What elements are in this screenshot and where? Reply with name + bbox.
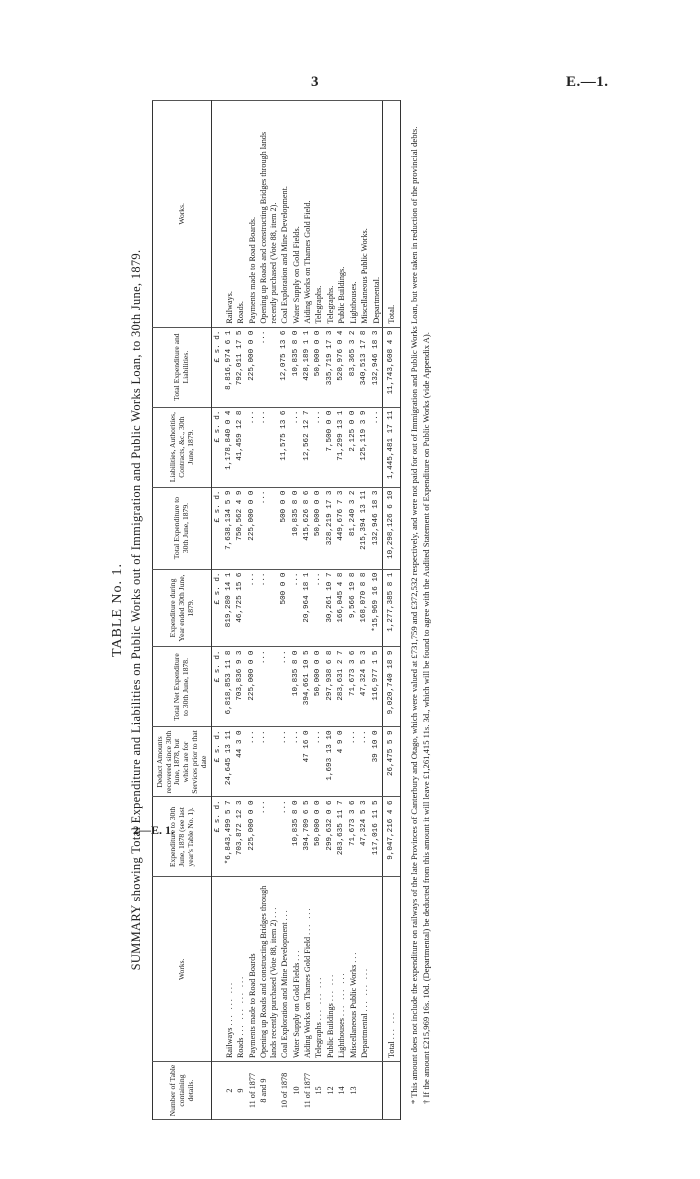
row-net-1878: 394,661 10 5 (302, 647, 313, 727)
row-ref (371, 1062, 383, 1120)
units-cell: £ s. d. (212, 407, 224, 487)
row-work-label: Railways (225, 1027, 235, 1059)
row-exp-year: 20,964 18 1 (302, 569, 313, 647)
row-work (348, 877, 359, 1062)
row-work-label: Water Supply on Gold Fields (291, 962, 301, 1059)
table-row (291, 101, 302, 1120)
row-total-exp-liab: 792,011 17 5 (235, 327, 246, 407)
row-total-1879: 415,626 8 6 (302, 487, 313, 569)
header-total-1879: Total Expenditure to 30th June, 1879. (153, 487, 212, 569)
row-work-right: Opening up Roads and constructing Bridges through lands recently purchased (Vote 88, item 2). (258, 101, 279, 328)
row-exp-1878: 10,835 8 0 (291, 797, 302, 877)
row-work-label: Opening up Roads and constructing Bridges through lands recently purchased (Vote 88, item 2) (259, 885, 278, 1059)
row-exp-1878: 394,709 6 5 (302, 797, 313, 877)
row-total-exp-liab: ... (258, 327, 279, 407)
row-liabilities: ... (313, 407, 324, 487)
table-body (212, 101, 383, 1120)
row-net-1878: ... (258, 647, 279, 727)
row-total-exp-liab: 428,189 1 1 (302, 327, 313, 407)
printer-signature: 2—E. 1. (133, 823, 175, 837)
row-net-1878: 47,324 5 3 (359, 647, 370, 727)
row-total-exp-liab: 50,000 0 0 (313, 327, 324, 407)
row-liabilities: 11,575 13 6 (279, 407, 290, 487)
row-deduct: ... (279, 727, 290, 797)
row-exp-year: ... (247, 569, 258, 647)
table-row (247, 101, 258, 1120)
row-total-1879: 328,219 17 3 (325, 487, 336, 569)
table-row (224, 101, 235, 1120)
row-ref: 10 of 1878 (279, 1062, 290, 1120)
total-label-right: Total. (382, 101, 400, 328)
row-liabilities: 125,119 3 9 (359, 407, 370, 487)
row-total-1879: ... (258, 487, 279, 569)
row-total-exp-liab: 10,835 8 0 (291, 327, 302, 407)
total-net-1878: 9,020,740 18 9 (382, 647, 400, 727)
table-row (359, 101, 370, 1120)
row-deduct: 24,645 13 11 (224, 727, 235, 797)
row-total-exp-liab: 132,946 18 3 (371, 327, 383, 407)
row-deduct: ... (359, 727, 370, 797)
row-total-1879: 50,000 0 0 (313, 487, 324, 569)
row-liabilities: 12,562 12 7 (302, 407, 313, 487)
row-deduct: 4 9 0 (336, 727, 347, 797)
row-work (336, 877, 347, 1062)
row-deduct: ... (313, 727, 324, 797)
row-work-right: Miscellaneous Public Works. (359, 101, 370, 328)
row-net-1878: 50,000 0 0 (313, 647, 324, 727)
header-ref: Number of Table containing details. (153, 1062, 212, 1120)
row-work-label: Coal Exploration and Mine Development (280, 922, 290, 1059)
units-cell: £ s. d. (212, 797, 224, 877)
row-net-1878: 297,938 6 8 (325, 647, 336, 727)
row-exp-year: 500 0 0 (279, 569, 290, 647)
row-work-right: Telegraphs. (325, 101, 336, 328)
row-liabilities: 1,178,840 0 4 (224, 407, 235, 487)
row-total-exp-liab: 335,719 17 3 (325, 327, 336, 407)
units-cell: £ s. d. (212, 487, 224, 569)
document-reference: E.—1. (566, 74, 609, 90)
table-row (258, 101, 279, 1120)
row-work-fill: ... (291, 948, 301, 961)
header-exp-year: Expenditure during Year ended 30th June, 1879. (153, 569, 212, 647)
row-deduct: ... (348, 727, 359, 797)
row-work-label: Telegraphs (314, 1022, 324, 1059)
total-1879: 10,298,126 6 10 (382, 487, 400, 569)
row-work (313, 877, 324, 1062)
row-work (371, 877, 383, 1062)
table-row (302, 101, 313, 1120)
footnotes (409, 100, 431, 1120)
row-exp-1878: 283,635 11 7 (336, 797, 347, 877)
row-work-right: Aiding Works on Thames Gold Field. (302, 101, 313, 328)
row-ref: 2 (224, 1062, 235, 1120)
total-exp-year: 1,277,385 8 1 (382, 569, 400, 647)
row-work (258, 877, 279, 1062)
row-exp-year: 9,566 19 8 (348, 569, 359, 647)
row-exp-1878: 299,632 0 6 (325, 797, 336, 877)
row-work-fill: ... ... ... (314, 975, 324, 1021)
row-work-right: Water Supply on Gold Fields. (291, 101, 302, 328)
row-work-label: Roads (236, 1037, 246, 1059)
row-liabilities: ... (371, 407, 383, 487)
row-total-exp-liab: 12,075 13 6 (279, 327, 290, 407)
row-liabilities: 71,299 13 1 (336, 407, 347, 487)
row-total-1879: 132,946 18 3 (371, 487, 383, 569)
row-work-label: Payments made to Road Boards (247, 953, 257, 1059)
header-total-exp-liab: Total Expenditure and Liabilities. (153, 327, 212, 407)
row-work (302, 877, 313, 1062)
row-liabilities: 2,125 0 0 (348, 407, 359, 487)
row-work-fill: ... (280, 908, 290, 921)
row-total-exp-liab: 83,365 3 2 (348, 327, 359, 407)
row-work (224, 877, 235, 1062)
units-cell: £ s. d. (212, 647, 224, 727)
row-work (235, 877, 246, 1062)
row-exp-year: 819,280 14 1 (224, 569, 235, 647)
row-work-label: Aiding Works on Thames Gold Field (302, 936, 312, 1059)
total-fill: ... ... (386, 1010, 396, 1040)
total-exp-liab: 11,743,608 4 9 (382, 327, 400, 407)
row-net-1878: 703,836 9 3 (235, 647, 246, 727)
row-net-1878: 283,631 2 7 (336, 647, 347, 727)
row-deduct: ... (258, 727, 279, 797)
row-work-label: Miscellaneous Public Works (348, 964, 358, 1059)
row-deduct: ... (291, 727, 302, 797)
row-total-1879: 500 0 0 (279, 487, 290, 569)
row-ref: 11 of 1877 (247, 1062, 258, 1120)
row-work-right: Payments made to Road Boards. (247, 101, 258, 328)
row-work-fill: ... ... ... ... (236, 974, 246, 1036)
row-exp-year: 30,261 10 7 (325, 569, 336, 647)
rotated-table-block (110, 100, 580, 1120)
row-work-right: Roads. (235, 101, 246, 328)
summary-table (152, 100, 401, 1120)
row-work-fill: ... ... ... (360, 966, 370, 1012)
row-net-1878: ... (279, 647, 290, 727)
row-total-1879: 225,000 0 0 (247, 487, 258, 569)
row-deduct: 1,693 13 10 (325, 727, 336, 797)
row-work (279, 877, 290, 1062)
row-work (359, 877, 370, 1062)
row-exp-1878: ... (258, 797, 279, 877)
footnote-2: † If the amount £215,969 16s. 10d. (Departmental) be deducted from this amount it will leave £1,261,415 11s. 3d., which will be found to agree with the Audited Statement of Expenditure on Public Works (vide Appendix A). (420, 332, 431, 1104)
header-deduct: Deduct Amounts recovered since 30th June, 1878, but which are for Services prior to that date (153, 727, 212, 797)
row-work (247, 877, 258, 1062)
row-ref: 12 (325, 1062, 336, 1120)
row-exp-year: 166,045 4 8 (336, 569, 347, 647)
row-work-right: Public Buildings. (336, 101, 347, 328)
header-works-right: Works. (153, 101, 212, 328)
row-total-exp-liab: 520,976 0 4 (336, 327, 347, 407)
row-total-exp-liab: 340,513 17 8 (359, 327, 370, 407)
row-work-fill: ... (348, 950, 358, 963)
footnote-1: * This amount does not include the expenditure on railways of the late Provinces of Canterbury and Otago, which were valued at £731,759 and £372,532 respectively, and were not paid for out of Immigration and Public Works Loan, but were taken in reduction of the provincial debts. (409, 126, 420, 1104)
row-net-1878: 10,835 8 0 (291, 647, 302, 727)
row-ref: 14 (336, 1062, 347, 1120)
table-row (348, 101, 359, 1120)
header-row (153, 101, 212, 1120)
row-exp-year: *15,969 16 10 (371, 569, 383, 647)
row-exp-year: 168,070 8 8 (359, 569, 370, 647)
row-exp-1878: ... (279, 797, 290, 877)
row-ref (359, 1062, 370, 1120)
table-row (235, 101, 246, 1120)
row-ref: 10 (291, 1062, 302, 1120)
table-summary-heading: SUMMARY showing Total Expenditure and Liabilities on Public Works out of Immigration and Public Works Loan, to 30th June, 1879. (129, 249, 143, 971)
row-liabilities: 41,459 12 8 (235, 407, 246, 487)
table-row (313, 101, 324, 1120)
row-work-right: Railways. (224, 101, 235, 328)
total-label-cell (382, 877, 400, 1062)
row-exp-year: 46,725 15 6 (235, 569, 246, 647)
row-work-fill: ... ... ... (337, 971, 347, 1016)
row-total-1879: 81,240 3 2 (348, 487, 359, 569)
row-total-1879: 750,562 4 9 (235, 487, 246, 569)
row-work-label: Departmental (360, 1013, 370, 1059)
total-deduct: 26,475 5 9 (382, 727, 400, 797)
table-row (279, 101, 290, 1120)
header-liabilities: Liabilities, Authorities, Contracts, &c., 30th June, 1879. (153, 407, 212, 487)
table-row (371, 101, 383, 1120)
row-net-1878: 225,000 0 0 (247, 647, 258, 727)
row-work-label: Lighthouses (337, 1018, 347, 1059)
row-liabilities: ... (258, 407, 279, 487)
row-exp-year: ... (291, 569, 302, 647)
row-work-right: Lighthouses. (348, 101, 359, 328)
row-liabilities: 7,500 0 0 (325, 407, 336, 487)
row-net-1878: 6,818,853 11 8 (224, 647, 235, 727)
total-exp-1878: 9,047,216 4 6 (382, 797, 400, 877)
row-work-fill: ... ... (325, 972, 335, 1002)
row-exp-1878: *6,843,499 5 7 (224, 797, 235, 877)
row-total-1879: 7,638,134 5 9 (224, 487, 235, 569)
table-title: TABLE No. 1. (110, 562, 125, 658)
row-ref: 11 of 1877 (302, 1062, 313, 1120)
row-exp-1878: 703,872 12 3 (235, 797, 246, 877)
row-work-label: Public Buildings (325, 1003, 335, 1059)
header-exp-1878: Expenditure to 30th June, 1878 (see last year's Table No. 1). (153, 797, 212, 877)
row-liabilities: ... (247, 407, 258, 487)
total-row (382, 101, 400, 1120)
row-work-right: Telegraphs. (313, 101, 324, 328)
units-cell: £ s. d. (212, 727, 224, 797)
row-work-fill: ... ... (302, 906, 312, 935)
row-ref: 13 (348, 1062, 359, 1120)
row-work (291, 877, 302, 1062)
row-ref: 15 (313, 1062, 324, 1120)
row-liabilities: ... (291, 407, 302, 487)
row-total-exp-liab: 225,000 0 0 (247, 327, 258, 407)
table-row (325, 101, 336, 1120)
row-work-fill: ... (268, 905, 278, 918)
page-number: 3 (311, 74, 319, 90)
row-net-1878: 71,673 3 6 (348, 647, 359, 727)
row-total-1879: 449,676 7 3 (336, 487, 347, 569)
header-works: Works. (153, 877, 212, 1062)
header-net-1878: Total Net Expenditure to 30th June, 1878. (153, 647, 212, 727)
units-row (212, 101, 224, 1120)
row-exp-year: ... (313, 569, 324, 647)
row-total-exp-liab: 8,816,974 6 1 (224, 327, 235, 407)
table-row (336, 101, 347, 1120)
row-work (325, 877, 336, 1062)
row-work-fill: ... ... ... (225, 981, 235, 1026)
row-net-1878: 116,977 1 5 (371, 647, 383, 727)
row-exp-year: ... (258, 569, 279, 647)
row-deduct: ... (247, 727, 258, 797)
row-work-right: Coal Exploration and Mine Development. (279, 101, 290, 328)
units-cell: £ s. d. (212, 569, 224, 647)
row-deduct: 47 16 0 (302, 727, 313, 797)
row-exp-1878: 50,000 0 0 (313, 797, 324, 877)
row-deduct: 39 10 0 (371, 727, 383, 797)
row-total-1879: 10,835 8 0 (291, 487, 302, 569)
row-exp-1878: 71,673 3 6 (348, 797, 359, 877)
row-exp-1878: 225,000 0 0 (247, 797, 258, 877)
row-work-right: Departmental. (371, 101, 383, 328)
row-exp-1878: 47,324 5 3 (359, 797, 370, 877)
units-cell: £ s. d. (212, 327, 224, 407)
row-ref: 8 and 9 (258, 1062, 279, 1120)
row-exp-1878: 117,016 11 5 (371, 797, 383, 877)
row-ref: 9 (235, 1062, 246, 1120)
total-liabilities: 1,445,481 17 11 (382, 407, 400, 487)
total-label: Total (386, 1041, 396, 1059)
row-deduct: 44 3 0 (235, 727, 246, 797)
row-total-1879: 215,394 13 11 (359, 487, 370, 569)
